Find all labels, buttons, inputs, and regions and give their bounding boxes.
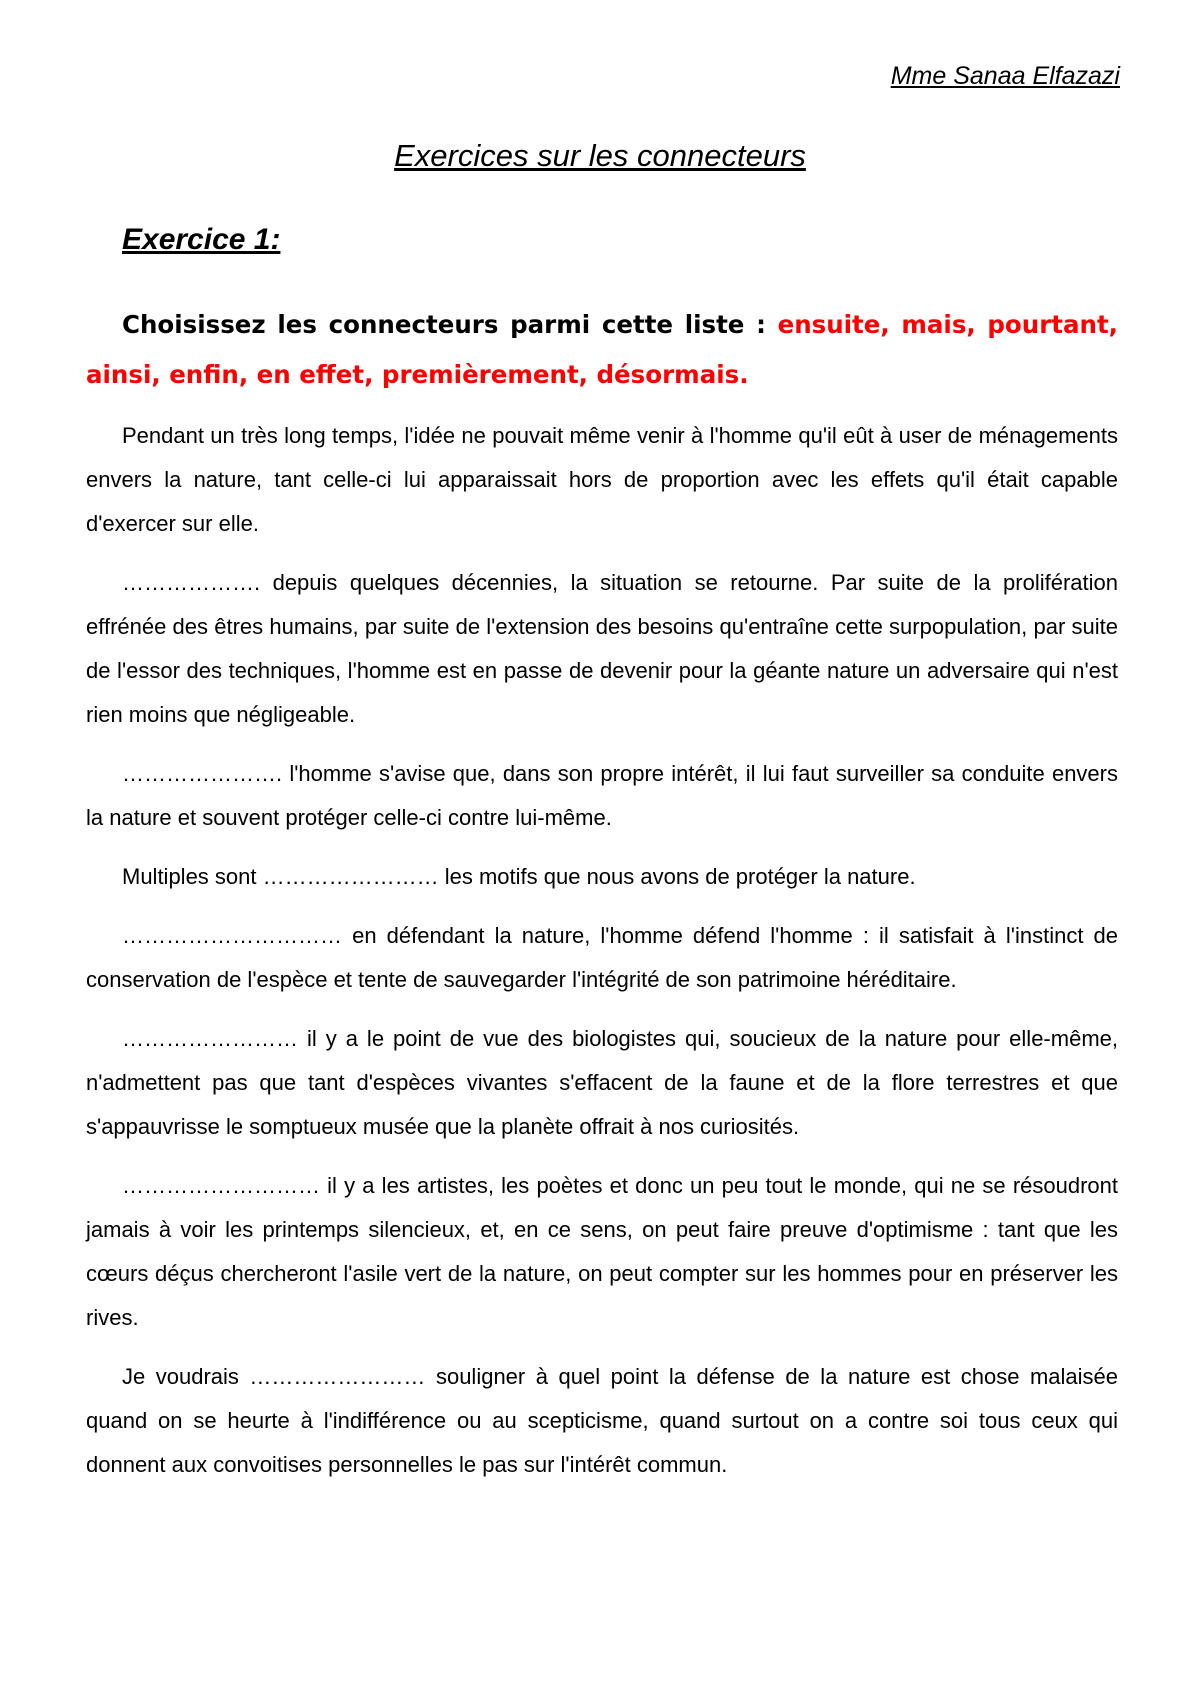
author-name: Mme Sanaa Elfazazi [890, 62, 1120, 90]
paragraph-6: …………………… il y a le point de vue des biologistes qui, soucieux de la nature pour elle-même, n'admettent pas que tant d'espèces vivantes s'effacent de la faune et de la flore terrestres et que s'appauvrisse le somptueux musée que la planète offrait à nos curiosités. [86, 1026, 1118, 1139]
paragraph-1: Pendant un très long temps, l'idée ne pouvait même venir à l'homme qu'il eût à user de ménagements envers la nature, tant celle-ci lui apparaissait hors de proportion avec les effets qu'il était capable d'exercer sur elle. [86, 423, 1118, 536]
paragraph-8: Je voudrais …………………… souligner à quel point la défense de la nature est chose malaisée quand on se heurte à l'indifférence ou au scepticisme, quand surtout on a contre soi tous ceux qui donnent aux convoitises personnelles le pas sur l'intérêt commun. [86, 1364, 1118, 1477]
instruction-text: Choisissez les connecteurs parmi cette liste : [122, 310, 778, 339]
paragraph-4: Multiples sont …………………… les motifs que nous avons de protéger la nature. [122, 864, 916, 889]
paragraph-5: ………………………… en défendant la nature, l'homme défend l'homme : il satisfait à l'instinct de conservation de l'espèce et tente de sauvegarder l'intégrité de son patrimoine héréditaire. [86, 923, 1118, 992]
paragraph-3: …………………. l'homme s'avise que, dans son propre intérêt, il lui faut surveiller sa conduite envers la nature et souvent protéger celle-ci contre lui-même. [86, 761, 1118, 830]
paragraph-7: ……………………… il y a les artistes, les poètes et donc un peu tout le monde, qui ne se résoudront jamais à voir les printemps silencieux, et, en ce sens, on peut faire preuve d'optimisme : tant que les cœurs déçus chercheront l'asile vert de la nature, on peut compter sur les hommes pour en préserver les rives. [86, 1173, 1118, 1330]
paragraph-2: ………………. depuis quelques décennies, la situation se retourne. Par suite de la prolifération effrénée des êtres humains, par suite de l'extension des besoins qu'entraîne cette surpopulation, par suite de l'essor des techniques, l'homme est en passe de devenir pour la géante nature un adversaire qui n'est rien moins que négligeable. [86, 570, 1118, 727]
exercise-content [86, 300, 1118, 1502]
connector-list: ensuite, mais, pourtant, ainsi, enfin, en effet, premièrement, désormais. [86, 310, 1118, 389]
document-title: Exercices sur les connecteurs [394, 138, 806, 173]
exercise-instruction [86, 300, 1118, 400]
exercise-heading: Exercice 1: [122, 223, 281, 256]
